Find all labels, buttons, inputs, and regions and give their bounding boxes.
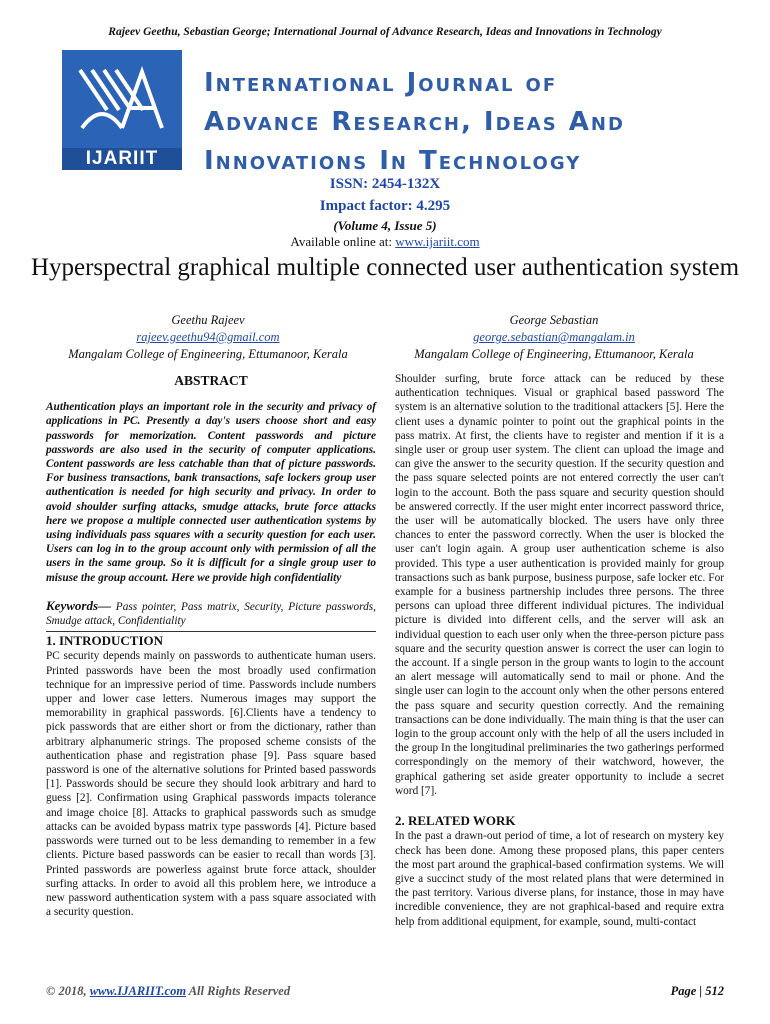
introduction-heading: 1. INTRODUCTION bbox=[46, 631, 376, 648]
copyright-suffix: All Rights Reserved bbox=[186, 984, 291, 998]
journal-name-line: Innovations In Technology bbox=[204, 146, 582, 176]
logo-wordmark: IJARIIT bbox=[62, 148, 182, 170]
related-work-body: In the past a drawn-out period of time, a lot of research on mystery key check has been done. Among these proposed plans, this paper centers the most part around the graphical-based confirmation systems. We will give a succinct study of the most related plans that were determined in the past territory. Various diverse plans, for instance, those in may have incredible convenience, they are not graphical-based and require extra help from additional equipment, for example, sound, multi-contact bbox=[395, 830, 724, 928]
journal-website-link[interactable]: www.ijariit.com bbox=[395, 234, 480, 249]
copyright-prefix: © 2018, bbox=[46, 984, 90, 998]
journal-name bbox=[204, 64, 625, 181]
right-column bbox=[395, 372, 724, 929]
journal-name-line: Advance Research, Ideas And bbox=[204, 107, 625, 137]
journal-logo bbox=[62, 50, 182, 170]
copyright-footer bbox=[46, 984, 290, 999]
keywords bbox=[46, 599, 376, 628]
online-availability bbox=[0, 234, 770, 250]
related-work-heading: 2. RELATED WORK bbox=[395, 813, 516, 829]
abstract-body: Authentication plays an important role in the security and privacy of applications in PC. Presently a day's users choose short and easy passwords for memorization. Content passwords and picture passwords are also used in the security of computer applications. Content passwords are less catchable than that of picture passwords. For business transactions, bank transactions, safe lockers group user authentication is needed for high security and privacy. In order to avoid shoulder surfing attacks, smudge attacks, brute force attacks here we propose a multiple connected user authentication systems by using individuals pass squares with a security question for each user. Users can log in to the group account only with permission of all the users in the same group. So it is difficult for a single group user to misuse the group account. Here we provide high confidentiality bbox=[46, 401, 376, 584]
author-block bbox=[38, 312, 378, 363]
page-number: Page | 512 bbox=[670, 984, 724, 998]
abstract-heading: ABSTRACT bbox=[174, 373, 248, 388]
introduction-body: PC security depends mainly on passwords to authenticate human users. Printed passwords have been the most broadly used confirmation technique for an impressive period of time. Passwords include numbers upper and lower case letters. Numerous images may support the memorability in graphical passwords. [6].Clients have a tendency to pick passwords that are either short or from the dictionary, rather than arbitrary alphanumeric strings. The proposed scheme consists of the authentication phase and registration phase [9]. Pass square based password is one of the alternative solutions for Printed based passwords [1]. Passwords should be secure they should look arbitrary and hard to guess [2]. Confirmation using Graphical passwords impacts tolerance and image choice [8]. Attacks to graphical passwords such as smudge attacks can be avoided bypass matrix type passwords [4]. Picture based passwords were turned out to be less demanding to remember in a few clients. Picture based passwords can be easier to recall than words [3]. Printed passwords are powerless against brute force attack, shoulder surfing attacks. In order to avoid all this problem here, we introduce a new password authentication system with a pass square associated with a security question. bbox=[46, 650, 376, 919]
author-block bbox=[384, 312, 724, 363]
left-column bbox=[46, 372, 376, 919]
impact-factor: Impact factor: 4.295 bbox=[319, 198, 451, 214]
author-affiliation: Mangalam College of Engineering, Ettumanoor, Kerala bbox=[414, 347, 694, 361]
introduction-continued-body: Shoulder surfing, brute force attack can be reduced by these authentication techniques. Visual or graphical based password The system is an alternative solution to the traditional attackers [5]. Here the client uses a dynamic pointer to point out the graphical points in the pass matrix. At first, the clients have to register and mention if it is a single user or group user system. The client can upload the image and can give the answer to the security question. If the security question and the pass square selected points are not entered correctly the user can't login to the account. Both the pass square and security question should be answered correctly. If the user might enter incorrect password thrice, the user will be automatically blocked. The users have only three chances to enter the password correctly. When the user is blocked the user can't login again. A group user authentication scheme is also provided. This type a user authentication is provided mainly for group transactions such as bank purpose, business purpose, safe locker etc. For example for a business partnership includes three persons. The three persons can upload three different individual pictures. The individual picture is divided into different cells, and the server will ask an individual question to each user only when the three-person picture pass square and the security question answer is correct the user can login to the account. If a single person in the group wants to login to the account an alert message will automatically send to mail or phone. And the single user can login to the account only when the other persons entered the pass square and security question correctly. And the remaining transactions can be done individually. The main thing is that the user can login to the group account only with the help of all the users included in the group In the longitudinal preliminaries the two gatherings performed correspondingly on the memory of their watchword, however, the graphical gathering set aside greater opportunity to include a secret word [7]. bbox=[395, 373, 724, 797]
author-email-link[interactable]: george.sebastian@mangalam.in bbox=[473, 330, 635, 344]
running-head: Rajeev Geethu, Sebastian George; International Journal of Advance Research, Ideas and Innovations in Technology bbox=[108, 26, 662, 38]
volume-issue: (Volume 4, Issue 5) bbox=[333, 218, 437, 233]
keywords-label: Keywords— bbox=[46, 597, 111, 613]
logo-emblem-icon bbox=[62, 50, 182, 148]
paper-title: Hyperspectral graphical multiple connected user authentication system bbox=[30, 254, 740, 281]
keywords-text: Pass pointer, Pass matrix, Security, Picture passwords, Smudge attack, Confidentiality bbox=[46, 600, 376, 628]
online-prefix: Available online at: bbox=[290, 234, 396, 249]
author-email-link[interactable]: rajeev.geethu94@gmail.com bbox=[136, 330, 280, 344]
author-affiliation: Mangalam College of Engineering, Ettumanoor, Kerala bbox=[68, 347, 348, 361]
author-name: Geethu Rajeev bbox=[171, 313, 245, 327]
journal-name-line: International Journal of bbox=[204, 68, 558, 98]
footer-website-link[interactable]: www.IJARIIT.com bbox=[89, 984, 187, 998]
author-name: George Sebastian bbox=[509, 313, 599, 327]
issn: ISSN: 2454-132X bbox=[329, 176, 441, 192]
